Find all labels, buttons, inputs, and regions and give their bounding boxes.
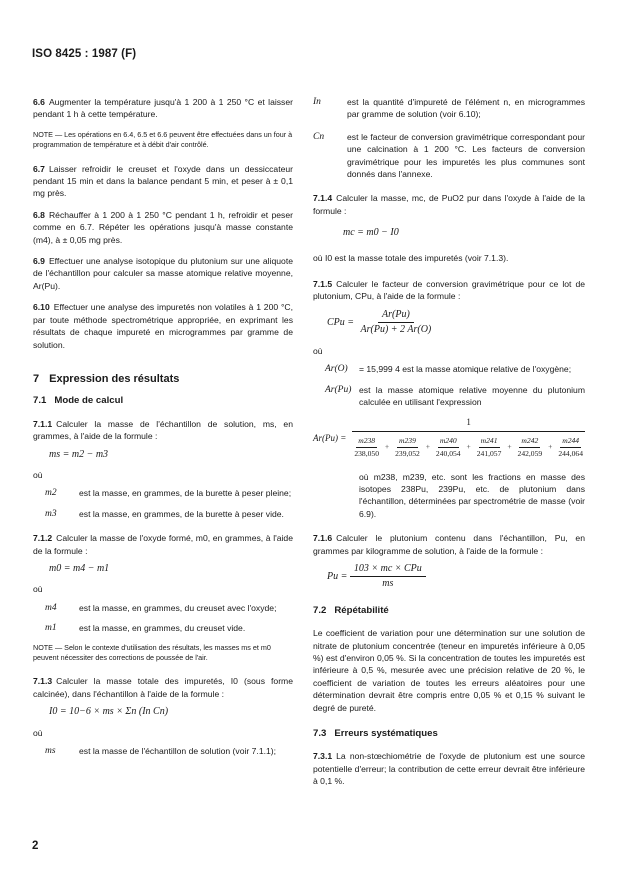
- equation-ms: ms = m2 − m3: [49, 448, 109, 460]
- definition-cn: Cn est le facteur de conversion gravimétrique correspondant pour une calcination à 1 200 °C. Les facteurs de conversion gravimétrique pour les impuretés les plus communes sont donnés dans l'annexe.: [313, 131, 585, 180]
- section-7-2: Le coefficient de variation pour une détermination sur une solution de nitrate de plutonium concentrée (teneur en impuretés inférieure à 0,05 %) est d'environ 0,05 %. Si la concentration de toutes les impuretés est inférieure à 0,5 %, mesurée avec une précision relative de 20 %, le coefficient de variation de toutes les erreurs aléatoires pour une détermination devrait être compris entre 0,05 % et 0,15 % suivant le degré de pureté.: [313, 628, 585, 713]
- note-2: NOTE — Selon le contexte d'utilisation des résultats, les masses ms et m0 peuvent nécessiter des corrections de poussée de l'air.: [33, 642, 271, 662]
- section-7-1-5: 7.1.5 Calculer le facteur de conversion gravimétrique pour ce lot de plutonium, CPu, à l'aide de la formule :: [313, 279, 585, 302]
- fraction-pu: $\frac{\text{103 × mc × CPu}}{ms}$: [350, 563, 426, 591]
- equation-arpu: Ar(Pu) = 1 m238 238,050 + $\frac{m239}{239,052}$ + $\frac{m240}{240,054}$ + $\frac{m241}{241,057}$ + $\frac{m242}{242,059}$ + $\frac{m244}{244,064}$: [313, 416, 585, 460]
- definition-ms: ms est la masse de l'échantillon de solution (voir 7.1.1);: [45, 746, 277, 757]
- section-7-1-2: 7.1.2 Calculer la masse de l'oxyde formé, m0, en grammes, à l'aide de la formule :: [33, 533, 293, 556]
- heading-7-1: 7.1 Mode de calcul: [33, 395, 124, 407]
- section-7-1-4: 7.1.4 Calculer la masse, mc, de PuO2 pur dans l'oxyde à l'aide de la formule :: [313, 193, 585, 216]
- plus-sign: +: [507, 442, 512, 452]
- plus-sign: +: [425, 442, 431, 452]
- isotope-term: $\frac{m242}{242,059}$: [517, 435, 543, 459]
- section-6-7: 6.7 Laisser refroidir le creuset et l'oxyde dans un dessiccateur pendant 15 min et dans la balance pendant 5 min, et peser à ± 0,1 mg près.: [33, 163, 293, 199]
- ou-label: où: [33, 727, 43, 738]
- plus-sign: +: [466, 442, 471, 452]
- page-number: 2: [32, 840, 39, 852]
- definition-aro: Ar(O) = 15,999 4 est la masse atomique relative de l'oxygène;: [325, 364, 572, 375]
- equation-mc: mc = m0 − I0: [343, 227, 399, 239]
- heading-7-3: 7.3 Erreurs systématiques: [313, 728, 438, 740]
- isotope-fractions-note: où m238, m239, etc. sont les fractions en masse des isotopes 238Pu, 239Pu, etc. de plutonium dans l'échantillon, déterminées par spectrométrie de masse (voir 6.9).: [359, 471, 585, 519]
- section-6-10: 6.10 Effectuer une analyse des impuretés non volatiles à 1 200 °C, par toute méthode spectrométrique appropriée, en exprimant les résultats de chaque impureté en microgrammes par gramme de solution.: [33, 302, 293, 350]
- section-6-6: 6.6 Augmenter la température jusqu'à 1 200 à 1 250 °C et laisser pendant 1 h à cette température.: [33, 97, 293, 120]
- isotope-term: m238 238,050: [354, 435, 380, 459]
- definition-arpu: Ar(Pu) est la masse atomique relative moyenne du plutonium calculée en utilisant l'expression: [325, 384, 585, 407]
- equation-m0: m0 = m4 − m1: [49, 562, 110, 574]
- plus-sign: +: [548, 442, 553, 452]
- section-7-1-3: 7.1.3 Calculer la masse totale des impuretés, I0 (sous forme calcinée), dans l'échantillon à l'aide de la formule :: [33, 676, 293, 699]
- equation-cpu: CPu = $\frac{Ar(Pu)}{Ar(Pu) + 2 Ar(O)}$: [327, 309, 585, 337]
- equation-pu: Pu = $\frac{\text{103 × mc × CPu}}{ms}$: [327, 563, 585, 591]
- isotope-term: $\frac{m240}{240,054}$: [435, 435, 461, 459]
- isotope-terms: [352, 432, 585, 461]
- heading-7: 7 Expression des résultats: [33, 372, 180, 385]
- definition-m1: m1 est la masse, en grammes, du creuset vide.: [45, 623, 246, 634]
- definition-m3: m3 est la masse, en grammes, de la burette à peser vide.: [45, 508, 284, 519]
- equation-i0: I0 = 10−6 × ms × Σn (In Cn): [49, 706, 169, 718]
- isotope-term: $\frac{m241}{241,057}$: [476, 435, 502, 459]
- isotope-term: $\frac{m239}{239,052}$: [395, 435, 420, 459]
- ou-label: où: [313, 345, 323, 356]
- right-column: [313, 96, 585, 797]
- note-1: NOTE — Les opérations en 6.4, 6.5 et 6.6 peuvent être effectuées dans un four à programmation de température et à débit d'air contrôlé.: [33, 129, 293, 150]
- isotope-term: $\frac{m244}{244,064}$: [558, 435, 583, 459]
- section-7-1-6: 7.1.6 Calculer le plutonium contenu dans l'échantillon, Pu, en grammes par kilogramme de solution, à l'aide de la formule :: [313, 533, 585, 556]
- section-6-8: 6.8 Réchauffer à 1 200 à 1 250 °C pendant 1 h, refroidir et peser comme en 6.7. Répéter les opérations jusqu'à masse constante (m4), à ± 0,05 mg près.: [33, 209, 293, 245]
- left-column: [33, 96, 293, 765]
- definition-in: In est la quantité d'impureté de l'élément n, en microgrammes par gramme de solution (voir 6.10);: [313, 97, 585, 120]
- section-7-1-1: 7.1.1 Calculer la masse de l'échantillon de solution, ms, en grammes, à l'aide de la formule :: [33, 418, 293, 442]
- definition-m4: m4 est la masse, en grammes, du creuset avec l'oxyde;: [45, 602, 277, 613]
- section-7-3-1: 7.3.1 La non-stœchiométrie de l'oxyde de plutonium est une source potentielle d'erreur; la contribution de cette erreur devrait être inférieure à 0,1 %.: [313, 751, 585, 787]
- document-header: ISO 8425 : 1987 (F): [32, 48, 137, 60]
- ou-label: où: [33, 469, 43, 480]
- section-6-9: 6.9 Effectuer une analyse isotopique du plutonium sur une aliquote de l'échantillon pour calculer sa masse atomique relative moyenne, Ar(Pu).: [33, 256, 293, 291]
- section-7-1-4-where: où I0 est la masse totale des impuretés (voir 7.1.3).: [313, 252, 509, 263]
- plus-sign: +: [384, 442, 390, 452]
- heading-7-2: 7.2 Répétabilité: [313, 604, 389, 616]
- fraction-cpu: $\frac{Ar(Pu)}{Ar(Pu) + 2 Ar(O)}$: [360, 308, 432, 336]
- definition-m2: m2 est la masse, en grammes, de la burette à peser pleine;: [45, 488, 292, 499]
- ou-label: où: [33, 584, 43, 595]
